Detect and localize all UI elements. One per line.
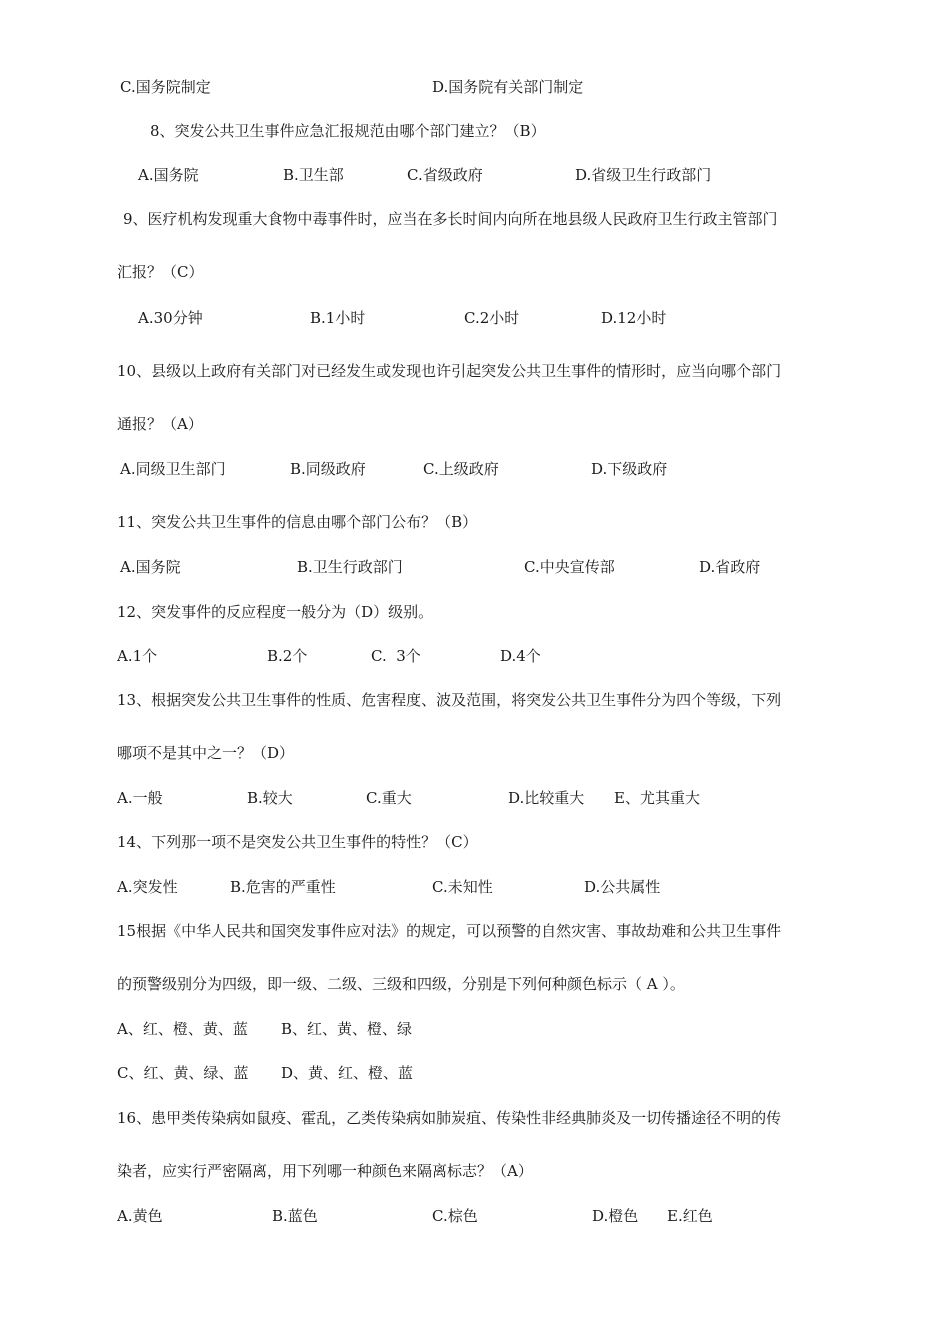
q9-question-line2: 汇报？（C） xyxy=(117,263,204,281)
q16-option-b: B.蓝色 xyxy=(272,1207,318,1225)
q12-option-b: B.2个 xyxy=(267,647,308,665)
q13-option-b: B.较大 xyxy=(247,789,293,807)
q12-question: 12、突发事件的反应程度一般分为（D）级别。 xyxy=(117,603,434,621)
q13-question-line1: 13、根据突发公共卫生事件的性质、危害程度、波及范围，将突发公共卫生事件分为四个等级，下列 xyxy=(117,691,782,709)
q16-option-a: A.黄色 xyxy=(117,1207,163,1225)
q14-question: 14、下列那一项不是突发公共卫生事件的特性？（C） xyxy=(117,833,478,851)
q8-option-c: C.省级政府 xyxy=(407,166,483,184)
q12-option-c: C. 3个 xyxy=(371,647,421,665)
q10-option-b: B.同级政府 xyxy=(290,460,366,478)
q8-question: 8、突发公共卫生事件应急汇报规范由哪个部门建立？（B） xyxy=(150,122,546,140)
q15-option-d: D、黄、红、橙、蓝 xyxy=(281,1064,414,1082)
q16-option-d: D.橙色 xyxy=(592,1207,639,1225)
q11-question: 11、突发公共卫生事件的信息由哪个部门公布？（B） xyxy=(117,513,478,531)
q11-option-a: A.国务院 xyxy=(120,558,181,576)
q15-option-b: B、红、黄、橙、绿 xyxy=(281,1020,413,1038)
q10-option-a: A.同级卫生部门 xyxy=(120,460,226,478)
q16-question-line2: 染者，应实行严密隔离，用下列哪一种颜色来隔离标志？（A） xyxy=(117,1162,533,1180)
q15-option-a: A、红、橙、黄、蓝 xyxy=(117,1020,248,1038)
q12-option-d: D.4个 xyxy=(500,647,541,665)
q16-option-c: C.棕色 xyxy=(432,1207,478,1225)
q11-option-b: B.卫生行政部门 xyxy=(297,558,403,576)
q15-question-line1: 15根据《中华人民共和国突发事件应对法》的规定，可以预警的自然灾害、事故劫难和公共卫生事件 xyxy=(117,922,782,940)
q7-option-d: D.国务院有关部门制定 xyxy=(432,78,584,96)
q14-option-d: D.公共属性 xyxy=(584,878,661,896)
q10-option-c: C.上级政府 xyxy=(423,460,499,478)
q15-question-line2: 的预警级别分为四级，即一级、二级、三级和四级，分别是下列何种颜色标示（ A ）。 xyxy=(117,975,685,993)
q11-option-c: C.中央宣传部 xyxy=(524,558,615,576)
q9-option-c: C.2小时 xyxy=(464,309,520,327)
q16-option-e: E.红色 xyxy=(667,1207,713,1225)
q13-option-d: D.比较重大 xyxy=(508,789,585,807)
q8-option-d: D.省级卫生行政部门 xyxy=(575,166,712,184)
q10-option-d: D.下级政府 xyxy=(591,460,668,478)
q15-option-c: C、红、黄、绿、蓝 xyxy=(117,1064,249,1082)
q9-option-d: D.12小时 xyxy=(601,309,667,327)
q14-option-c: C.未知性 xyxy=(432,878,493,896)
q8-option-b: B.卫生部 xyxy=(283,166,344,184)
q13-option-a: A.一般 xyxy=(117,789,163,807)
q14-option-b: B.危害的严重性 xyxy=(230,878,336,896)
q13-question-line2: 哪项不是其中之一？（D） xyxy=(117,744,295,762)
q9-option-b: B.1小时 xyxy=(310,309,366,327)
q8-option-a: A.国务院 xyxy=(138,166,199,184)
q13-option-e: E、尤其重大 xyxy=(614,789,700,807)
q14-option-a: A.突发性 xyxy=(117,878,178,896)
q11-option-d: D.省政府 xyxy=(699,558,761,576)
q7-option-c: C.国务院制定 xyxy=(120,78,211,96)
q9-question-line1: 9、医疗机构发现重大食物中毒事件时，应当在多长时间内向所在地县级人民政府卫生行政主管部门 xyxy=(123,210,778,228)
q12-option-a: A.1个 xyxy=(117,647,158,665)
q16-question-line1: 16、患甲类传染病如鼠疫、霍乱，乙类传染病如肺炭疽、传染性非经典肺炎及一切传播途径不明的传 xyxy=(117,1109,782,1127)
q13-option-c: C.重大 xyxy=(366,789,412,807)
q10-question-line2: 通报？（A） xyxy=(117,415,203,433)
q10-question-line1: 10、县级以上政府有关部门对已经发生或发现也许引起突发公共卫生事件的情形时，应当向哪个部门 xyxy=(117,362,782,380)
q9-option-a: A.30分钟 xyxy=(138,309,203,327)
